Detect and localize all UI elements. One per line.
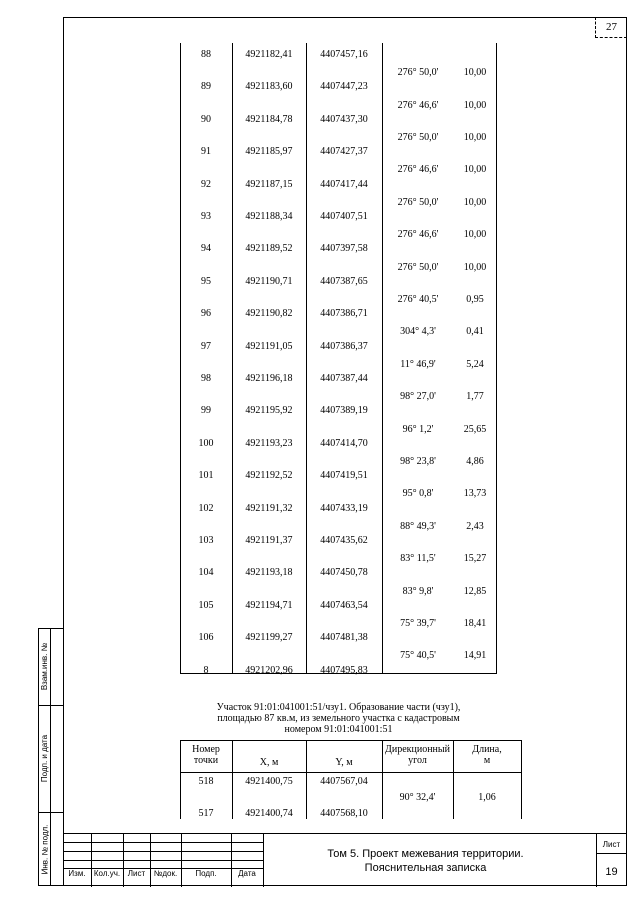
tb-label-data: Дата [238, 869, 256, 878]
tb-label-list: Лист [127, 869, 146, 878]
x-coordinate: 4921191,32 [245, 502, 293, 514]
y-coordinate: 4407433,19 [320, 502, 368, 514]
x-coordinate: 4921196,18 [245, 373, 293, 384]
x-coordinate: 4921190,82 [245, 308, 293, 320]
point-number: 8 [203, 664, 209, 676]
parcel-part-table [180, 740, 522, 819]
direction-angle: 276° 50,0' [397, 132, 439, 143]
direction-angle: 276° 46,6' [397, 229, 439, 241]
coordinates-table [180, 43, 497, 676]
segment-length: 2,43 [466, 520, 484, 532]
segment-length: 0,41 [466, 326, 484, 338]
direction-angle: 11° 46,9' [400, 358, 436, 370]
header-rule [180, 772, 522, 773]
y-coordinate: 4407417,44 [320, 178, 368, 190]
direction-angle: 276° 50,0' [397, 196, 439, 208]
direction-angle: 276° 50,0' [397, 67, 439, 79]
segment-length: 25,65 [463, 423, 487, 435]
direction-angle: 276° 46,6' [397, 164, 439, 176]
direction-angle: 83° 9,8' [402, 585, 434, 597]
point-number: 95 [201, 275, 211, 287]
caption-line: площадью 87 кв.м, из земельного участка с кадастровым [217, 713, 460, 724]
x-coordinate: 4921191,05 [245, 340, 293, 352]
y-coordinate: 4407414,70 [320, 437, 368, 449]
segment-length: 5,24 [466, 358, 484, 370]
y-coordinate: 4407568,10 [320, 808, 368, 819]
segment-length: 13,73 [463, 488, 487, 500]
header-length: Длина, м [472, 744, 502, 766]
point-number: 92 [201, 178, 211, 190]
x-coordinate: 4921184,78 [245, 113, 293, 125]
y-coordinate: 4407457,16 [320, 49, 368, 60]
x-coordinate: 4921193,18 [245, 567, 293, 579]
segment-length: 14,91 [463, 650, 487, 662]
direction-angle: 96° 1,2' [402, 423, 434, 435]
direction-angle: 276° 50,0' [397, 261, 439, 273]
point-number: 104 [198, 567, 214, 579]
y-coordinate: 4407386,37 [320, 340, 368, 352]
margin-label-inv: Инв. № подл. [40, 824, 49, 874]
point-number: 100 [198, 437, 214, 449]
direction-angle: 75° 39,7' [400, 618, 436, 629]
segment-length: 15,27 [463, 553, 487, 565]
direction-angle: 88° 49,3' [400, 520, 436, 532]
y-coordinate: 4407437,30 [320, 113, 368, 125]
direction-angle: 304° 4,3' [400, 326, 436, 338]
header-y: Y, м [335, 757, 353, 768]
caption-line: Участок 91:01:041001:51/чзу1. Образование части (чзу1), [216, 702, 461, 713]
tb-label-koluch: Кол.уч. [93, 869, 121, 878]
point-number: 96 [201, 308, 211, 320]
point-number: 103 [198, 535, 214, 546]
direction-angle: 98° 27,0' [400, 391, 436, 403]
segment-length: 10,00 [463, 196, 487, 208]
tb-label-ndok: №док. [153, 869, 178, 878]
point-number: 106 [198, 632, 214, 644]
caption-line: номером 91:01:041001:51 [284, 724, 393, 735]
point-number: 89 [201, 81, 211, 93]
segment-length: 18,41 [463, 618, 487, 629]
title-block [63, 833, 627, 886]
point-number: 98 [201, 373, 211, 384]
y-coordinate: 4407397,58 [320, 243, 368, 255]
direction-angle: 75° 40,5' [400, 650, 436, 662]
segment-length: 10,00 [463, 229, 487, 241]
point-number: 517 [198, 808, 214, 819]
x-coordinate: 4921400,74 [245, 808, 293, 819]
point-number: 94 [201, 243, 211, 255]
y-coordinate: 4407567,04 [320, 776, 368, 787]
sheet-number: 19 [605, 866, 618, 878]
segment-length: 12,85 [463, 585, 487, 597]
direction-angle: 83° 11,5' [400, 553, 436, 565]
y-coordinate: 4407387,44 [320, 373, 368, 384]
point-number: 102 [198, 502, 214, 514]
tb-rule [63, 842, 263, 843]
y-coordinate: 4407427,37 [320, 146, 368, 158]
x-coordinate: 4921195,92 [245, 405, 293, 417]
y-coordinate: 4407435,62 [320, 535, 368, 546]
section-caption [180, 702, 497, 735]
tb-rule [63, 860, 263, 861]
y-coordinate: 4407447,23 [320, 81, 368, 93]
point-number: 518 [198, 776, 214, 787]
segment-length: 4,86 [466, 456, 484, 467]
segment-length: 10,00 [463, 132, 487, 143]
header-point: Номер точки [192, 744, 220, 766]
segment-length: 1,06 [478, 792, 496, 803]
header-x: X, м [259, 757, 279, 768]
table-rule [496, 43, 497, 673]
point-number: 105 [198, 599, 214, 611]
x-coordinate: 4921187,15 [245, 178, 293, 190]
x-coordinate: 4921194,71 [245, 599, 293, 611]
x-coordinate: 4921189,52 [245, 243, 293, 255]
y-coordinate: 4407389,19 [320, 405, 368, 417]
direction-angle: 98° 23,8' [400, 456, 436, 467]
segment-length: 10,00 [463, 99, 487, 111]
point-number: 101 [198, 470, 214, 482]
direction-angle: 276° 46,6' [397, 99, 439, 111]
direction-angle: 276° 40,5' [397, 294, 439, 305]
y-coordinate: 4407386,71 [320, 308, 368, 320]
x-coordinate: 4921193,23 [245, 437, 293, 449]
tb-label-izm: Изм. [68, 869, 86, 878]
x-coordinate: 4921202,96 [245, 664, 293, 676]
segment-length: 0,95 [466, 294, 484, 305]
segment-length: 10,00 [463, 67, 487, 79]
direction-angle: 95° 0,8' [402, 488, 434, 500]
point-number: 88 [201, 49, 211, 60]
x-coordinate: 4921183,60 [245, 81, 293, 93]
table-rule [521, 741, 522, 819]
document-title: Том 5. Проект межевания территории. Пояснительная записка [327, 848, 524, 874]
sheet-label: Лист [602, 840, 621, 849]
sheet-top-number: 27 [595, 17, 627, 38]
margin-label-podp: Подп. и дата [40, 734, 49, 783]
point-number: 90 [201, 113, 211, 125]
margin-stamp-inner [50, 628, 63, 886]
segment-length: 1,77 [466, 391, 484, 403]
tb-label-podp: Подп. [195, 869, 217, 878]
y-coordinate: 4407481,38 [320, 632, 368, 644]
y-coordinate: 4407387,65 [320, 275, 368, 287]
x-coordinate: 4921191,37 [245, 535, 293, 546]
y-coordinate: 4407495,83 [320, 664, 368, 676]
point-number: 99 [201, 405, 211, 417]
y-coordinate: 4407463,54 [320, 599, 368, 611]
x-coordinate: 4921192,52 [245, 470, 293, 482]
segment-length: 10,00 [463, 164, 487, 176]
tb-rule [63, 851, 263, 852]
x-coordinate: 4921400,75 [245, 776, 293, 787]
point-number: 93 [201, 211, 211, 222]
y-coordinate: 4407419,51 [320, 470, 368, 482]
margin-label-vzam: Взам.инв. № [40, 642, 49, 691]
tb-rule [596, 853, 627, 854]
x-coordinate: 4921199,27 [245, 632, 293, 644]
y-coordinate: 4407450,78 [320, 567, 368, 579]
x-coordinate: 4921182,41 [245, 49, 293, 60]
point-number: 97 [201, 340, 211, 352]
direction-angle: 90° 32,4' [399, 792, 436, 803]
x-coordinate: 4921185,97 [245, 146, 293, 158]
x-coordinate: 4921188,34 [245, 211, 293, 222]
header-angle: Дирекционный угол [385, 744, 450, 766]
segment-length: 10,00 [463, 261, 487, 273]
point-number: 91 [201, 146, 211, 158]
x-coordinate: 4921190,71 [245, 275, 293, 287]
y-coordinate: 4407407,51 [320, 211, 368, 222]
